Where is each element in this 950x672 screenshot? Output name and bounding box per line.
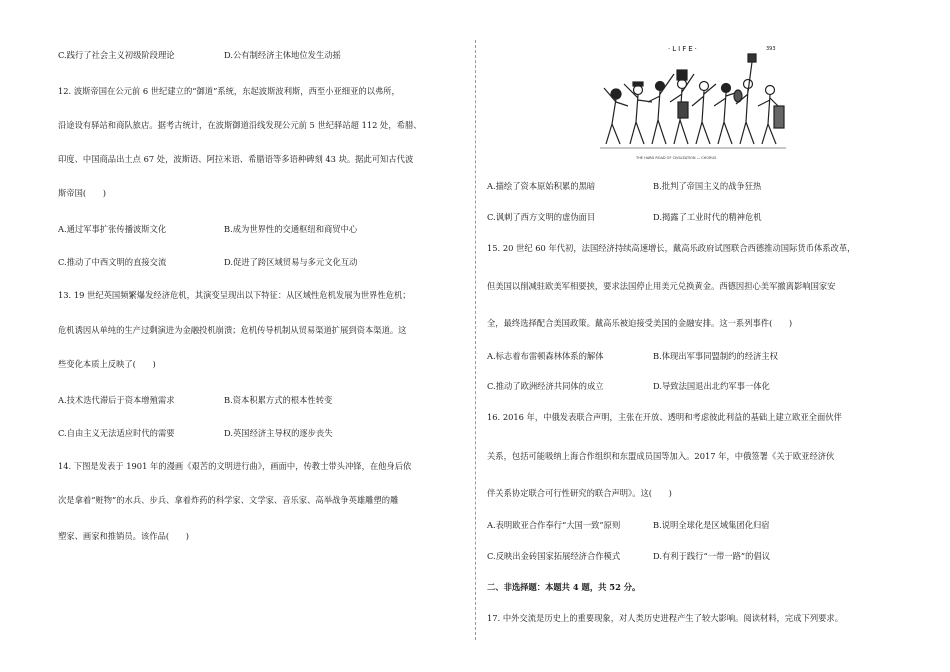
q12-option-a: A.通过军事扩张传播波斯文化 <box>58 224 167 234</box>
q12-stem-line: 12. 波斯帝国在公元前 6 世纪建立的“御道”系统，东起波斯波利斯，西至小亚细亚的以弗所， <box>58 86 400 96</box>
q12-option-c: C.推动了中西文明的直接交流 <box>58 257 167 267</box>
figure-missionary <box>604 88 628 144</box>
q13-stem-line: 些变化本质上反映了( ) <box>58 359 156 369</box>
cartoon-masthead: ·LIFE· <box>668 45 699 53</box>
cartoon-page-number: 393 <box>766 46 776 52</box>
q14-option-c: C.讽刺了西方文明的虚伪面目 <box>487 212 596 222</box>
q12-option-b: B.成为世界性的交通枢纽和商贸中心 <box>224 224 358 234</box>
q16-option-b: B.说明全球化是区域集团化归宿 <box>653 520 770 530</box>
section-heading: 二、非选择题：本题共 4 题，共 52 分。 <box>487 582 641 592</box>
q14-stem-line: 14. 下图是发表于 1901 年的漫画《艰苦的文明进行曲》，画面中，传教士带头冲锋，在他身后依 <box>58 461 412 471</box>
figure-salesman <box>758 86 784 145</box>
figure-writer <box>692 82 716 145</box>
q13-option-a: A.技术迭代滞后于资本增殖需求 <box>58 395 175 405</box>
q16-stem-line: 伴关系协定联合可行性研究的联合声明》。这( ) <box>487 488 672 498</box>
q16-option-a: A.表明欧亚合作奉行“大国一致”原则 <box>487 520 621 530</box>
figure-sailor <box>624 82 652 144</box>
q14-option-d: D.揭露了工业时代的精神危机 <box>653 212 762 222</box>
q15-option-c: C.推动了欧洲经济共同体的成立 <box>487 381 604 391</box>
q16-stem-line: 关系，包括可能吸纳上海合作组织和东盟成员国等加入。2017 年，中俄签署《关于欧亚经济伙 <box>487 451 835 461</box>
q11-option-c: C.践行了社会主义初级阶段理论 <box>58 50 175 60</box>
q15-stem-line: 但美国以削减驻欧美军相要挟，要求法国停止用美元兑换黄金。西德因担心美军撤离影响国家安 <box>487 281 836 291</box>
q11-option-d: D.公有制经济主体地位发生动摇 <box>224 50 341 60</box>
q13-option-d: D.英国经济主导权的逐步丧失 <box>224 428 333 438</box>
q15-option-a: A.标志着布雷顿森林体系的解体 <box>487 351 604 361</box>
q13-option-c: C.自由主义无法适应时代的需要 <box>58 428 175 438</box>
q16-stem-line: 16. 2016 年，中俄发表联合声明，主张在开放、透明和考虑彼此利益的基础上建立欧亚全面伙伴 <box>487 412 842 422</box>
cartoon-caption: THE HARD ROAD OF CIVILIZATION — CHORUS <box>636 156 717 160</box>
q13-option-b: B.资本积累方式的根本性转变 <box>224 395 333 405</box>
figure-soldier <box>648 74 674 144</box>
q12-stem-line: 斯帝国( ) <box>58 188 106 198</box>
q15-option-b: B.体现出军事同盟制约的经济主权 <box>653 351 778 361</box>
cartoon-illustration <box>598 44 788 162</box>
q14-option-b: B.批判了帝国主义的战争狂热 <box>653 181 762 191</box>
q12-stem-line: 沿途设有驿站和商队旅店。据考古统计，在波斯御道沿线发现公元前 5 世纪驿站超 112 处，希腊、 <box>58 120 422 130</box>
q12-option-d: D.促进了跨区域贸易与多元文化互动 <box>224 257 358 267</box>
figure-musician <box>714 84 742 145</box>
figure-scientist <box>670 70 694 144</box>
q13-stem-line: 危机诱因从单纯的生产过剩演进为金融投机崩溃；危机传导机制从贸易渠道扩展到资本渠道。这 <box>58 325 407 335</box>
q17-stem-line: 17. 中外交流是历史上的重要现象，对人类历史进程产生了较大影响。阅读材料，完成下列要求。 <box>487 613 844 623</box>
q14-stem-line: 塑家、画家和推销员。该作品( ) <box>58 531 189 541</box>
q14-option-a: A.描绘了资本原始积累的黑暗 <box>487 181 596 191</box>
q15-stem-line: 全，最终选择配合美国政策。戴高乐被迫接受美国的金融安排。这一系列事件( ) <box>487 318 793 328</box>
q15-stem-line: 15. 20 世纪 60 年代初，法国经济持续高速增长，戴高乐政府试图联合西德推动国际货币体系改革， <box>487 243 856 253</box>
q14-stem-line: 次是拿着“赃物”的水兵、步兵、拿着炸药的科学家、文学家、音乐家、高举战争英雄雕塑的雕 <box>58 495 399 505</box>
q16-option-d: D.有利于践行“一带一路”的倡议 <box>653 551 771 561</box>
q16-option-c: C.反映出金砖国家拓展经济合作模式 <box>487 551 621 561</box>
q13-stem-line: 13. 19 世纪英国频繁爆发经济危机，其演变呈现出以下特征：从区域性危机发展为世界性危机； <box>58 290 411 300</box>
column-divider <box>475 40 476 640</box>
q15-option-d: D.导致法国退出北约军事一体化 <box>653 381 770 391</box>
q12-stem-line: 印度、中国商品出土点 67 处，波斯语、阿拉米语、希腊语等多语种碑刻 43 块。据此可知古代波 <box>58 154 414 164</box>
